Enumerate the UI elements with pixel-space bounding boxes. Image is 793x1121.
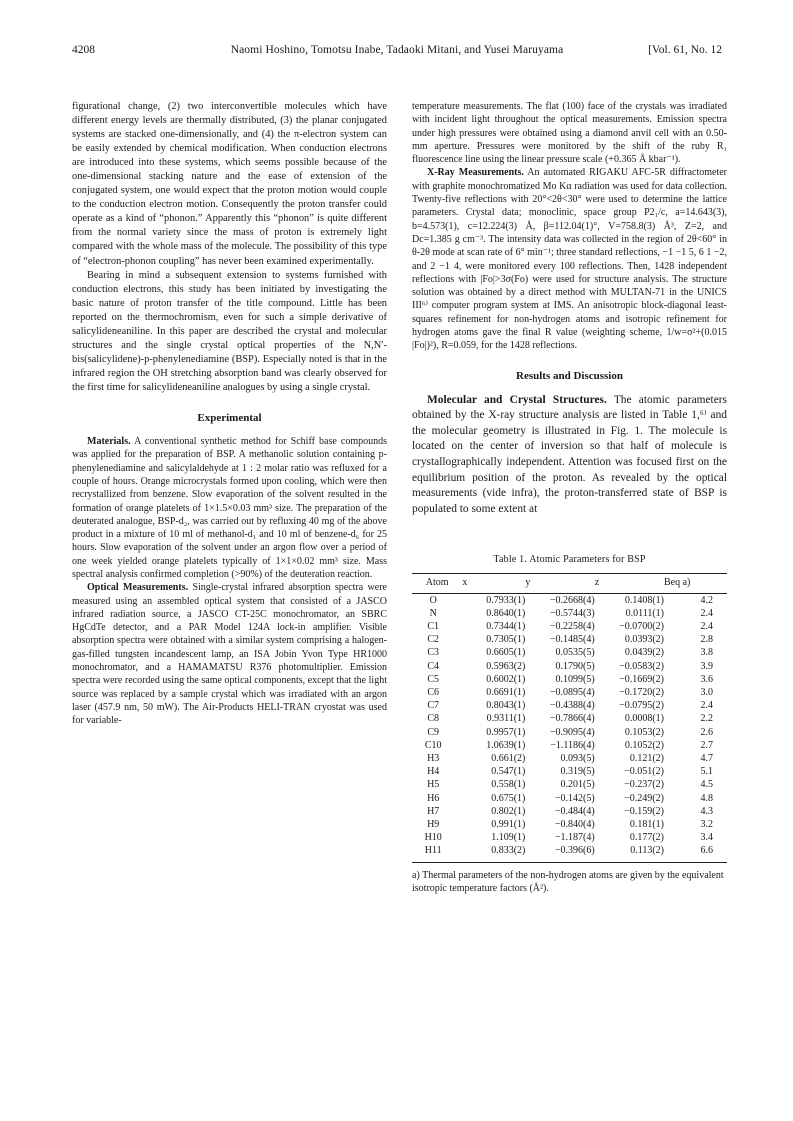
cell-beq: 4.2 [700, 594, 713, 606]
table-row [412, 699, 727, 712]
cell-atom: C6 [427, 686, 440, 698]
cell-beq: 2.4 [700, 620, 713, 632]
table-row [412, 660, 727, 673]
cell-x: 0.6605(1) [486, 647, 526, 659]
cell-z: 0.0008(1) [624, 713, 664, 725]
table-row [412, 633, 727, 646]
cell-x: 0.547(1) [491, 766, 526, 778]
cell-x: 0.558(1) [491, 779, 526, 791]
left-column [72, 100, 387, 728]
cell-atom: C1 [427, 620, 440, 632]
cell-atom: H10 [424, 832, 442, 844]
table-row [412, 818, 727, 831]
cell-y: −0.840(4) [554, 818, 595, 830]
cell-atom: C3 [427, 647, 440, 659]
running-authors: Naomi Hoshino, Tomotsu Inabe, Tadaoki Mitani, and Yusei Maruyama [230, 44, 564, 56]
cell-atom: C8 [427, 713, 440, 725]
cell-beq: 2.8 [700, 634, 713, 646]
cell-z: −0.1720(2) [619, 686, 664, 698]
cell-z: 0.113(2) [630, 845, 664, 857]
table-row [412, 686, 727, 699]
cell-y: −0.9095(4) [549, 726, 595, 738]
table-row [412, 646, 727, 659]
cell-x: 1.109(1) [491, 832, 526, 844]
cell-x: 0.6002(1) [486, 673, 526, 685]
materials-run-head: Materials. [87, 436, 131, 448]
cell-beq: 2.6 [700, 726, 713, 738]
cell-x: 0.7933(1) [486, 594, 526, 606]
cell-atom: C4 [427, 660, 440, 672]
cell-beq: 3.6 [700, 673, 713, 685]
intro-paragraph-continued: figurational change, (2) two interconvertible molecules which have different energy levels are thermally distributed, (3) the planar conjugated systems are stacked one-dimensionally, and (4) the π-electron system can be easily extended by chemical modification. When conduction electrons are introduced into these systems, which seems possible because of the one-dimensional stacking nature and the ease of extension of the conjugated system, one would expect that the proton motion would couple to the conduction electron motion. Consequently the proton transfer could operate as a kind of “phonon.” Apparently this “phonon” is quite different from the normal variety since the mass of proton is extremely light compared with the whole mass of the molecule. The possibility of this type of “electron-phonon coupling” has never been examined experimentally. [72, 101, 387, 267]
cell-z: −0.051(2) [624, 766, 664, 778]
col-header-z: z [594, 577, 600, 589]
cell-x: 0.991(1) [491, 818, 526, 830]
cell-x: 0.833(2) [491, 845, 526, 857]
cell-y: 0.1790(5) [555, 660, 595, 672]
table-body [412, 593, 727, 862]
table-row [412, 805, 727, 818]
cell-z: 0.0439(2) [624, 647, 664, 659]
cell-z: −0.0700(2) [619, 620, 664, 632]
cell-x: 0.5963(2) [486, 660, 526, 672]
intro-paragraph-2: Bearing in mind a subsequent extension to systems furnished with conduction electrons, this study has been initiated by investigating the basic nature of proton transfer of the title compound. Little has been reported on the thermochromism, even for such a simple derivative of salicylideneaniline. In this paper are described the crystal and molecular structures and the single crystal optical properties of the N,N′-bis(salicylidene)-p-phenylenediamine (BSP). Especially noted is that in the infrared region the OH stretching absorption band was clearly observed for the first time for salicylideneaniline analogues by using a single crystal. [72, 269, 387, 393]
optical-paragraph-continued: temperature measurements. The flat (100) face of the crystals was irradiated with incident light throughout the optical measurements. Emission spectra under high pressures were obtained using a diamond anvil cell with an 0.50-mm aperture. Pressures were monitored by the shift of the ruby R₁ fluorescence line using the linear pressure scale (+0.365 Å kbar⁻¹). [412, 101, 727, 166]
cell-x: 0.675(1) [491, 792, 526, 804]
page-header [72, 44, 722, 62]
table-row [412, 673, 727, 686]
table-row [412, 739, 727, 752]
cell-atom: C7 [427, 700, 440, 712]
table-row [412, 726, 727, 739]
optical-run-head: Optical Measurements. [87, 582, 189, 594]
cell-beq: 4.5 [700, 779, 713, 791]
cell-x: 0.8640(1) [486, 607, 526, 619]
cell-atom: C9 [427, 726, 440, 738]
cell-beq: 5.1 [700, 766, 713, 778]
cell-y: −0.396(6) [554, 845, 595, 857]
cell-z: 0.181(1) [629, 818, 664, 830]
molecular-run-head: Molecular and Crystal Structures. [427, 393, 607, 406]
cell-atom: H4 [427, 766, 440, 778]
cell-z: −0.237(2) [624, 779, 664, 791]
cell-z: 0.1408(1) [624, 594, 664, 606]
col-header-beq: Beq a) [663, 577, 691, 589]
cell-y: −0.2258(4) [549, 620, 595, 632]
optical-paragraph [72, 581, 387, 727]
cell-y: 0.1099(5) [555, 673, 595, 685]
cell-x: 0.7344(1) [486, 620, 526, 632]
cell-beq: 3.8 [700, 647, 713, 659]
table-footnote: a) Thermal parameters of the non-hydrogen atoms are given by the equivalent isotropic temperature factors (Å²). [412, 869, 724, 894]
xray-text: An automated RIGAKU AFC-5R diffractometer with graphite monochromatized Mo Kα radiation was used for data collection. Twenty-five reflections with 20°<2θ<30° were used to determine the lattice parameters. Crystal data; monoclinic, space group P2₁/c, a=14.643(3), b=4.573(1), c=12.224(3) Å, β=112.04(1)°, V=758.8(3) Å³, Z=2, and Dc=1.385 g cm⁻³. The intensity data was collected in the region of 2θ<60° in θ-2θ mode at scan rate of 6° min⁻¹; three standard reflections, −1 −1 5, 6 1 −2, and 2 −1 4, were monitored every 100 reflections. Then, 1428 independent reflections with |Fo|>3σ(Fo) were used for structure analysis. The structure solution was obtained by a direct method with MULTAN-71 in the UNICS III⁶⁾ computer program system at IMS. An anisotropic block-diagonal least-squares refinement for non-hydrogen atoms and isotropic refinement for hydrogen atoms gave the final R value (weighting scheme, 1/w=σ²+(0.015 |Fo|)²), R=0.059, for the 1428 reflections. [412, 167, 727, 352]
col-header-atom: Atom [425, 577, 449, 589]
cell-x: 0.6691(1) [486, 686, 526, 698]
cell-y: −1.187(4) [554, 832, 595, 844]
cell-atom: H11 [424, 845, 442, 857]
cell-x: 0.9311(1) [486, 713, 526, 725]
cell-atom: H3 [427, 752, 440, 764]
cell-x: 0.9957(1) [486, 726, 526, 738]
cell-beq: 3.2 [700, 818, 713, 830]
xray-run-head: X-Ray Measurements. [427, 167, 524, 179]
cell-atom: H9 [427, 818, 440, 830]
col-header-x: x [462, 577, 468, 589]
cell-atom: C2 [427, 634, 440, 646]
cell-beq: 4.3 [700, 805, 713, 817]
cell-y: 0.201(5) [560, 779, 595, 791]
experimental-heading: Experimental [197, 411, 262, 424]
cell-z: −0.1669(2) [619, 673, 664, 685]
cell-beq: 2.4 [700, 700, 713, 712]
table-row [412, 712, 727, 725]
cell-beq: 2.7 [700, 739, 713, 751]
cell-z: 0.177(2) [629, 832, 664, 844]
cell-beq: 4.8 [700, 792, 713, 804]
xray-paragraph [412, 166, 727, 352]
table-row [412, 844, 727, 862]
cell-atom: H6 [427, 792, 440, 804]
cell-x: 0.661(2) [491, 752, 526, 764]
table-title: Table 1. Atomic Parameters for BSP [493, 554, 646, 566]
cell-y: 0.319(5) [560, 766, 595, 778]
journal-volume: [Vol. 61, No. 12 [648, 44, 722, 56]
cell-y: −0.5744(3) [549, 607, 595, 619]
table-row [412, 607, 727, 620]
atomic-parameters-table-block [412, 553, 727, 895]
cell-beq: 4.7 [700, 752, 713, 764]
materials-paragraph [72, 435, 387, 581]
cell-beq: 3.9 [700, 660, 713, 672]
cell-y: 0.0535(5) [555, 647, 595, 659]
molecular-text: The atomic parameters obtained by the X-ray structure analysis are listed in Table 1,⁶⁾ and the molecular geometry is illustrated in Fig. 1. The molecule is located on the center of inversion so that half of molecule is crystallographically independent. Attention was focused first on the equilibrium position of the proton. As revealed by the optical measurements (vide infra), the proton-transferred state of BSP is populated to some extent at [412, 393, 727, 515]
right-column [412, 100, 727, 895]
cell-z: −0.0583(2) [619, 660, 664, 672]
cell-z: −0.249(2) [624, 792, 664, 804]
optical-text: Single-crystal infrared absorption spectra were measured using an assembled optical system that consisted of a JASCO infrared radiation source, a JASCO CT-25C monochromator, an SBRC HgCdTe detector, and a PAR Model 124A lock-in amplifier. Visible absorption spectra were obtained with a similar system comprising a halogen-gas-filled tungsten incandescent lamp, an ISA Jobin Yvon Type HR1000 monochromator, and a HAMAMATSU R376 photomultiplier. Emission spectra were recorded using the same optical components, except that the light source was replaced by a sample crystal which was irradiated with an argon laser (457.9 nm, 50 mW). The Air-Products HELI-TRAN cryostat was used for variable- [72, 582, 387, 727]
cell-z: 0.1052(2) [624, 739, 664, 751]
cell-x: 1.0639(1) [486, 739, 526, 751]
cell-y: −0.2668(4) [549, 594, 595, 606]
table-row [412, 792, 727, 805]
table-row [412, 593, 727, 607]
table-row [412, 831, 727, 844]
table-header-row [412, 574, 727, 593]
col-header-y: y [525, 577, 531, 589]
cell-beq: 2.2 [700, 713, 713, 725]
molecular-structure-paragraph [412, 393, 727, 518]
cell-z: 0.0111(1) [625, 607, 664, 619]
cell-beq: 3.4 [700, 832, 713, 844]
cell-atom: C5 [427, 673, 440, 685]
cell-y: −0.0895(4) [549, 686, 595, 698]
cell-atom: N [429, 607, 437, 619]
cell-y: −0.1485(4) [549, 634, 595, 646]
table-row [412, 752, 727, 765]
cell-y: −0.142(5) [554, 792, 595, 804]
cell-y: −0.4388(4) [549, 700, 595, 712]
cell-atom: C10 [424, 739, 442, 751]
cell-beq: 3.0 [700, 686, 713, 698]
atomic-parameters-table [412, 573, 727, 862]
cell-atom: H5 [427, 779, 440, 791]
page-number: 4208 [72, 44, 95, 56]
cell-z: 0.0393(2) [624, 634, 664, 646]
cell-x: 0.7305(1) [486, 634, 526, 646]
cell-z: −0.0795(2) [619, 700, 664, 712]
cell-y: 0.093(5) [560, 752, 595, 764]
table-row [412, 778, 727, 791]
cell-x: 0.802(1) [491, 805, 526, 817]
cell-beq: 2.4 [700, 607, 713, 619]
cell-y: −0.7866(4) [549, 713, 595, 725]
cell-beq: 6.6 [700, 845, 713, 857]
results-heading: Results and Discussion [516, 369, 623, 382]
cell-y: −0.484(4) [554, 805, 595, 817]
table-row [412, 765, 727, 778]
cell-z: −0.159(2) [624, 805, 664, 817]
cell-atom: H7 [427, 805, 440, 817]
materials-text: A conventional synthetic method for Schiff base compounds was applied for the preparation of BSP. A methanolic solution containing p-phenylenediamine and salicylaldehyde at 1 : 2 molar ratio was refluxed for a couple of hours. Orange microcrystals formed upon cooling, which were then recrystallized from benzene. Slow evaporation of the solvent resulted in the formation of orange platelets of 1×1.5×0.03 mm³ size. The preparation of the deuterated analogue, BSP-d₂, was carried out by refluxing 40 mg of the above product in a mixture of 10 ml of methanol-d₁ and 10 ml of benzene-d₆ for 25 hours. Slow evaporation of the solvent under an argon flow over a period of one week yielded orange platelets typically of 1×1×0.02 mm³ size. Mass spectral analysis confirmed completion (>90%) of the deuteration reaction. [72, 436, 387, 580]
cell-atom: O [429, 594, 437, 606]
cell-z: 0.1053(2) [624, 726, 664, 738]
cell-z: 0.121(2) [629, 752, 664, 764]
cell-x: 0.8043(1) [486, 700, 526, 712]
table-row [412, 620, 727, 633]
cell-y: −1.1186(4) [550, 739, 595, 751]
